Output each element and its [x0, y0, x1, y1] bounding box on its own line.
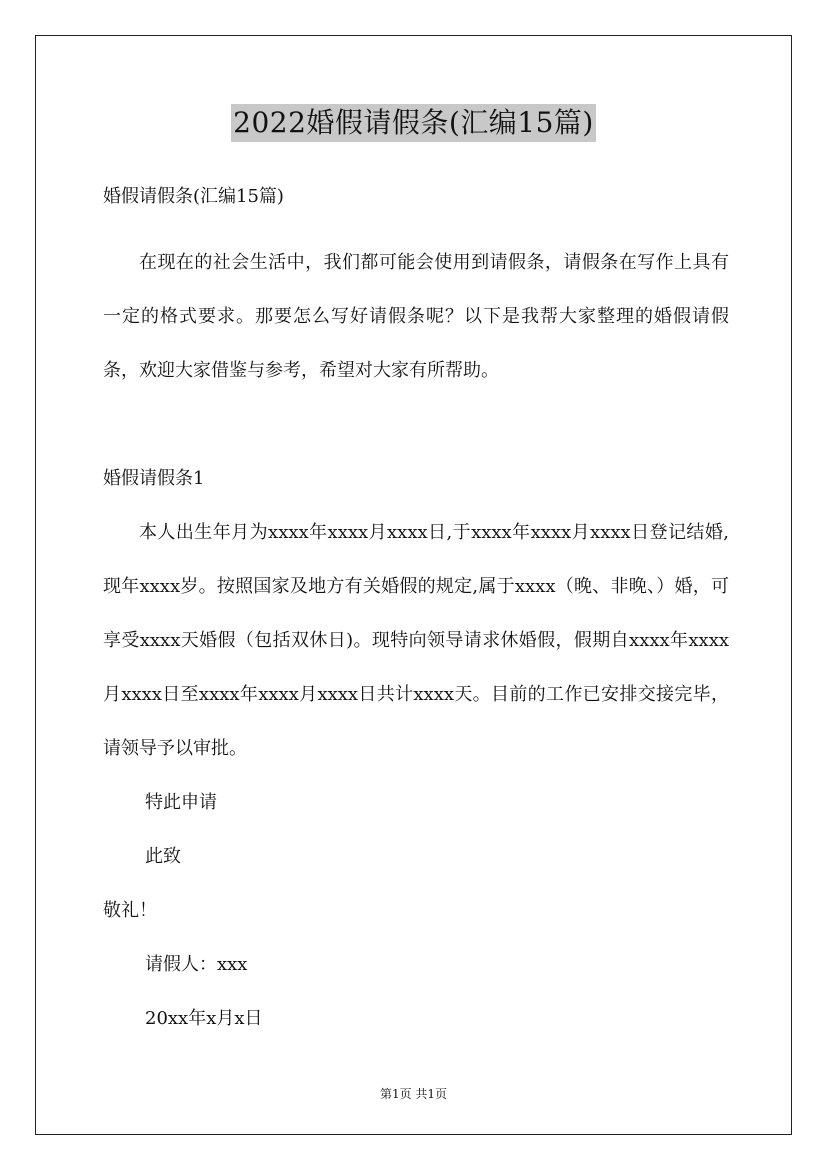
intro-paragraph: 在现在的社会生活中，我们都可能会使用到请假条，请假条在写作上具有一定的格式要求。那要怎么写好请假条呢？以下是我帮大家整理的婚假请假条，欢迎大家借鉴与参考，希望对大家有所帮助。 [103, 252, 729, 381]
closing-salutation: 此致 [145, 846, 181, 867]
title-container [0, 104, 827, 142]
document-body [103, 170, 729, 1046]
signer-line: 请假人：xxx [145, 954, 248, 975]
body-paragraph: 本人出生年月为xxxx年xxxx月xxxx日,于xxxx年xxxx月xxxx日登记结婚,现年xxxx岁。按照国家及地方有关婚假的规定,属于xxxx（晚、非晚、）婚，可享受xxxx天婚假（包括双休日)。现特向领导请求休婚假，假期自xxxx年xxxx月xxxx日至xxxx年xxxx月xxxx日共计xxxx天。目前的工作已安排交接完毕，请领导予以审批。 [103, 522, 729, 759]
closing-request: 特此申请 [145, 792, 217, 813]
date-line: 20xx年x月x日 [145, 1008, 263, 1029]
section-heading: 婚假请假条1 [103, 468, 205, 489]
subtitle: 婚假请假条(汇编15篇) [103, 186, 284, 207]
closing-respect: 敬礼！ [103, 900, 157, 921]
page-footer [0, 1085, 827, 1102]
page-number: 第1页 共1页 [379, 1087, 448, 1101]
document-title: 2022婚假请假条(汇编15篇) [231, 104, 596, 142]
